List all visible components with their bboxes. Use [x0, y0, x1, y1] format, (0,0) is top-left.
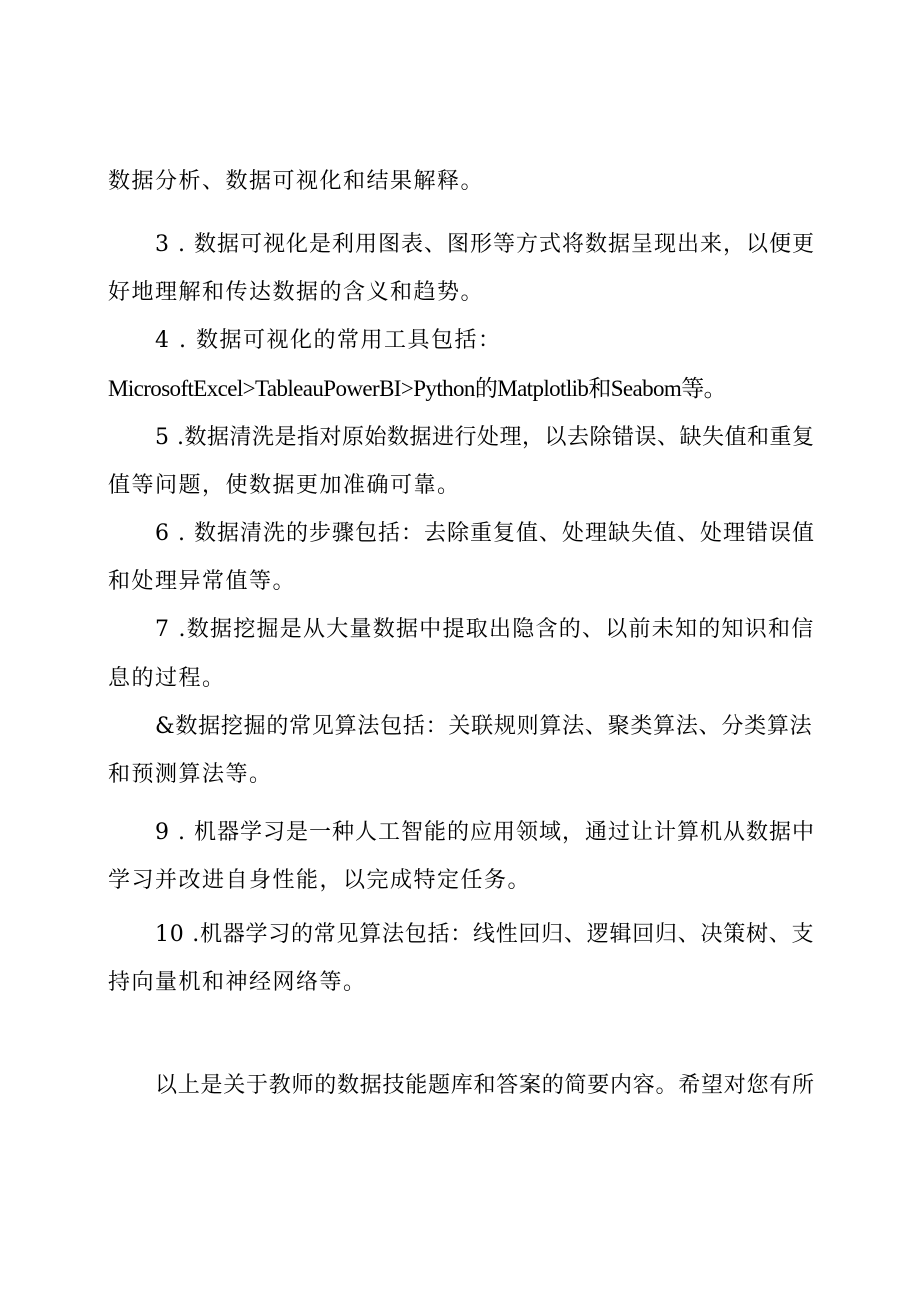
text-line-item-7-b: 息的过程。	[108, 666, 226, 691]
text-line-item-8-a: &数据挖掘的常见算法包括：关联规则算法、聚类算法、分类算法	[155, 714, 813, 739]
text-line-item-8-b: 和预测算法等。	[108, 762, 273, 787]
text-line-item-7-a: 7 .数据挖掘是从大量数据中提取出隐含的、以前未知的知识和信	[155, 617, 815, 642]
text-line-1: 数据分析、数据可视化和结果解释。	[108, 169, 485, 194]
text-line-item-9-a: 9 . 机器学习是一种人工智能的应用领域，通过让计算机从数据中	[155, 820, 815, 845]
text-line-item-6-b: 和处理异常值等。	[108, 569, 297, 594]
text-line-item-4-a: 4 . 数据可视化的常用工具包括：	[155, 328, 502, 353]
text-line-item-3-a: 3 . 数据可视化是利用图表、图形等方式将数据呈现出来，以便更	[155, 232, 815, 257]
text-line-item-6-a: 6 . 数据清洗的步骤包括：去除重复值、处理缺失值、处理错误值	[155, 521, 815, 546]
text-line-closing: 以上是关于教师的数据技能题库和答案的简要内容。希望对您有所	[155, 1073, 815, 1098]
text-line-item-10-a: 10 .机器学习的常见算法包括：线性回归、逻辑回归、决策树、支	[155, 922, 815, 947]
text-line-item-5-b: 值等问题，使数据更加准确可靠。	[108, 473, 461, 498]
text-line-item-10-b: 持向量机和神经网络等。	[108, 970, 367, 995]
text-line-item-9-b: 学习并改进自身性能，以完成特定任务。	[108, 868, 532, 893]
text-line-item-5-a: 5 .数据清洗是指对原始数据进行处理，以去除错误、缺失值和重复	[155, 425, 815, 450]
text-line-item-3-b: 好地理解和传达数据的含义和趋势。	[108, 280, 485, 305]
text-line-item-4-b: MicrosoftExcel>TableauPowerBI>Python的Matplotlib和Seabom等。	[108, 376, 727, 401]
